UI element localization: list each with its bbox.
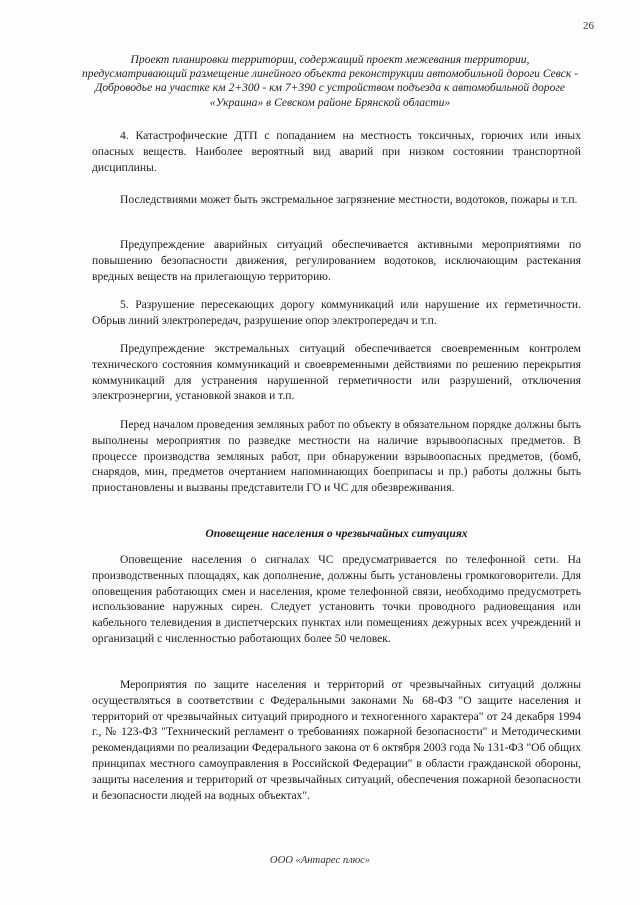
page-footer: ООО «Антарес плюс»: [269, 855, 371, 866]
paragraph-protection-measures: Мероприятия по защите населения и территорий от чрезвычайных ситуаций должны осуществляться в соответствии с Федеральными законами № 68-ФЗ "О защите населения и территорий от чрезвычайных ситуаций природного и техногенного характера" от 24 декабря 1994 г., № 123-ФЗ "Технический регламент о требованиях пожарной безопасности" и Методическими рекомендациями по реализации Федерального закона от 6 октября 2003 года № 131-ФЗ "Об общих принципах местного самоуправления в Российской Федерации" в области гражданской обороны, защиты населения и территорий от чрезвычайных ситуаций, обеспечения пожарной безопасности и безопасности людей на водных объектах".: [92, 678, 581, 802]
paragraph-consequences: Последствиями может быть экстремальное загрязнение местности, водотоков, пожары и т.п.: [120, 193, 578, 206]
page-number: 26: [583, 20, 594, 32]
paragraph-accident-prevention: Предупреждение аварийных ситуаций обеспечивается активными мероприятиями по повышению безопасности движения, регулированием водотоков, исключающим растекания вредных веществ на прилегающую территорию.: [92, 238, 581, 283]
section-heading-notification: Оповещение населения о чрезвычайных ситуациях: [205, 527, 468, 540]
paragraph-extreme-situation-prevention: Предупреждение экстремальных ситуаций обеспечивается своевременным контролем технического состояния коммуникаций и своевременными действиями по решению перекрытия коммуникаций для устранения нарушенной герметичности или разрушений, отключения электроэнергии, установкой знаков и т.п.: [92, 342, 581, 403]
paragraph-communications-damage: 5. Разрушение пересекающих дорогу коммуникаций или нарушение их герметичности. Обрыв линий электропередач, разрушение опор электропередач и т.п.: [92, 298, 581, 327]
paragraph-explosive-reconnaissance: Перед началом проведения земляных работ по объекту в обязательном порядке должны быть выполнены мероприятия по разведке местности на наличие взрывоопасных предметов. В процессе производства земляных работ, при обнаружении взрывоопасных предметов, (бомб, снарядов, мин, предметов очертанием напоминающих боеприпасы и пр.) работы должны быть приостановлены и вызваны представители ГО и ЧС для обезвреживания.: [92, 418, 581, 495]
document-header-title: Проект планировки территории, содержащий проект межевания территории, предусматривающий размещение линейного объекта реконструкции автомобильной дороги Севск - Доброводье на участке км 2+300 - км 7+390 с устройством подъезда к автомобильной дороге «Украина» в Севском районе Брянской области»: [81, 53, 579, 109]
paragraph-population-notification: Оповещение населения о сигналах ЧС предусматривается по телефонной сети. На производственных площадях, как дополнение, должны быть установлены громкоговорители. Для оповещения работающих смен и населения, кроме телефонной связи, необходимо предусмотреть использование наружных сирен. Следует установить точки проводного радиовещания или кабельного телевидения в диспетчерских пунктах или помещениях дежурных всех учреждений и организаций с численностью работающих более 50 человек.: [92, 553, 581, 645]
paragraph-catastrophic-accidents: 4. Катастрофические ДТП с попаданием на местность токсичных, горючих или иных опасных веществ. Наиболее вероятный вид аварий при низком состоянии транспортной дисциплины.: [92, 129, 581, 174]
